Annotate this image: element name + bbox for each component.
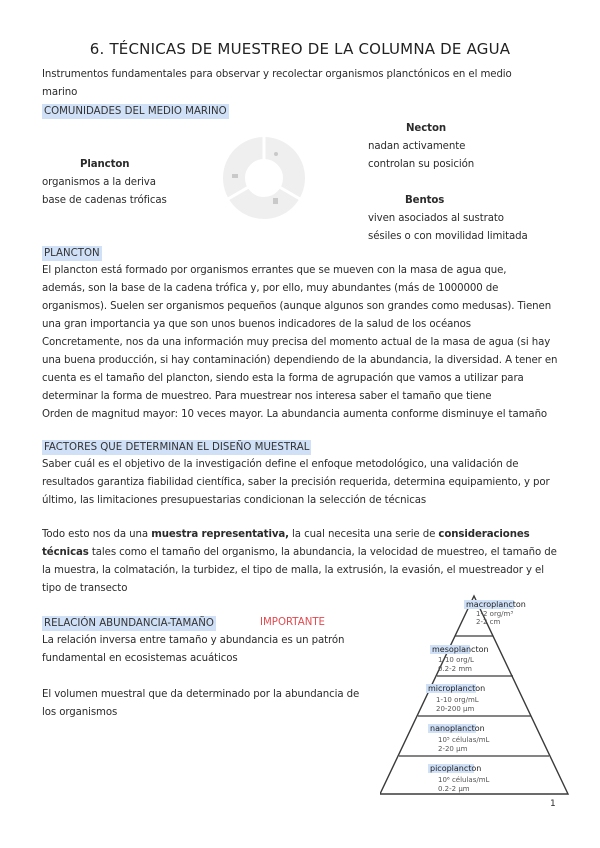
page-number: 1: [550, 799, 556, 809]
relacion-line: La relación inversa entre tamaño y abundancia es un patrón: [42, 635, 345, 646]
necton-line-2: controlan su posición: [368, 159, 475, 170]
pyramid-level-note: 1-2 org/m³: [476, 610, 514, 618]
pyramid-level-note: 20-200 µm: [436, 705, 475, 713]
intro-line-1: Instrumentos fundamentales para observar y recolectar organismos planctónicos en el medio: [42, 69, 512, 80]
relacion-line: fundamental en ecosistemas acuáticos: [42, 653, 238, 664]
plancton-heading: PLANCTON: [44, 248, 100, 259]
pyramid-level-note: 10⁶ células/mL: [438, 776, 490, 784]
pyramid-level-note: 1-10 org/L: [438, 656, 474, 664]
pyramid-level-name: nanoplancton: [430, 724, 485, 733]
pyramid-level-note: 2-20 µm: [438, 745, 468, 753]
plancton-paragraph-line: Concretamente, nos da una información muy precisa del momento actual de la masa de agua (si hay: [42, 337, 551, 348]
bentos-title: Bentos: [405, 195, 445, 206]
plancton-paragraph-line: una gran importancia ya que son unos buenos indicadores de la salud de los océanos: [42, 319, 471, 330]
important-label: IMPORTANTE: [260, 617, 325, 628]
plancton-paragraph-line: además, son la base de la cadena trófica y, por ello, muy abundantes (más de 1000000 de: [42, 283, 499, 294]
plancton-line-1: organismos a la deriva: [42, 177, 156, 188]
representativa-line-3: la muestra, la colmatación, la turbidez, el tipo de malla, la extrusión, la evasión, el muestreador y el: [42, 565, 544, 576]
representativa-line-1: Todo esto nos da una muestra representativa, la cual necesita una serie de consideraciones: [42, 529, 530, 540]
plancton-line-2: base de cadenas tróficas: [42, 195, 167, 206]
communities-donut-diagram: [218, 136, 310, 220]
pyramid-level-note: 1-10 org/mL: [436, 696, 479, 704]
pyramid-level-note: 2-2 cm: [476, 618, 501, 626]
bentos-icon: [273, 198, 278, 204]
factores-line: resultados garantiza fiabilidad científica, saber la precisión requerida, determina equipamiento, y por: [42, 477, 550, 488]
necton-icon: [274, 152, 278, 156]
intro-line-2: marino: [42, 87, 78, 98]
factores-line: Saber cuál es el objetivo de la investigación define el enfoque metodológico, una validación de: [42, 459, 519, 470]
pyramid-level-note: 0.2-2 µm: [438, 785, 470, 793]
relacion-heading: RELACIÓN ABUNDANCIA-TAMAÑO: [44, 618, 214, 629]
plancton-paragraph-line: Orden de magnitud mayor: 10 veces mayor. La abundancia aumenta conforme disminuye el tamaño: [42, 409, 548, 420]
representativa-line-2: técnicas tales como el tamaño del organismo, la abundancia, la velocidad de muestreo, el tamaño de: [42, 547, 557, 558]
plancton-paragraph-line: una buena producción, si hay contaminación) dependiendo de la abundancia, la diversidad. A tener en: [42, 355, 558, 366]
bentos-line-1: viven asociados al sustrato: [368, 213, 504, 224]
necton-line-1: nadan activamente: [368, 141, 466, 152]
plancton-paragraph-line: El plancton está formado por organismos errantes que se mueven con la masa de agua que,: [42, 265, 507, 276]
pyramid-level-name: microplancton: [428, 684, 486, 693]
relacion-line: El volumen muestral que da determinado por la abundancia de: [42, 689, 360, 700]
plancton-paragraph-line: determinar la forma de muestreo. Para muestrear nos interesa saber el tamaño que tiene: [42, 391, 492, 402]
pyramid-level-name: mesoplancton: [432, 645, 489, 654]
plancton-title: Plancton: [80, 159, 130, 170]
pyramid-level-note: 0.2-2 mm: [438, 665, 472, 673]
bentos-line-2: sésiles o con movilidad limitada: [368, 231, 528, 242]
pyramid-level-note: 10⁵ células/mL: [438, 736, 490, 744]
communities-heading: COMUNIDADES DEL MEDIO MARINO: [44, 106, 227, 117]
factores-line: último, las limitaciones presupuestarias condicionan la selección de técnicas: [42, 495, 427, 506]
relacion-line: los organismos: [42, 707, 118, 718]
representativa-line-4: tipo de transecto: [42, 583, 128, 594]
factores-heading: FACTORES QUE DETERMINAN EL DISEÑO MUESTRAL: [44, 442, 310, 453]
plancton-icon: [232, 174, 238, 178]
page-title: 6. TÉCNICAS DE MUESTREO DE LA COLUMNA DE AGUA: [89, 40, 511, 58]
pyramid-level-name: picoplancton: [430, 764, 482, 773]
plancton-paragraph-line: cuenta es el tamaño del plancton, siendo esta la forma de agrupación que vamos a utilizar para: [42, 373, 524, 384]
necton-title: Necton: [406, 123, 446, 134]
pyramid-level-name: macroplancton: [466, 600, 526, 609]
plancton-paragraph-line: organismos). Suelen ser organismos pequeños (aunque algunos son grandes como medusas). Tienen: [42, 301, 552, 312]
